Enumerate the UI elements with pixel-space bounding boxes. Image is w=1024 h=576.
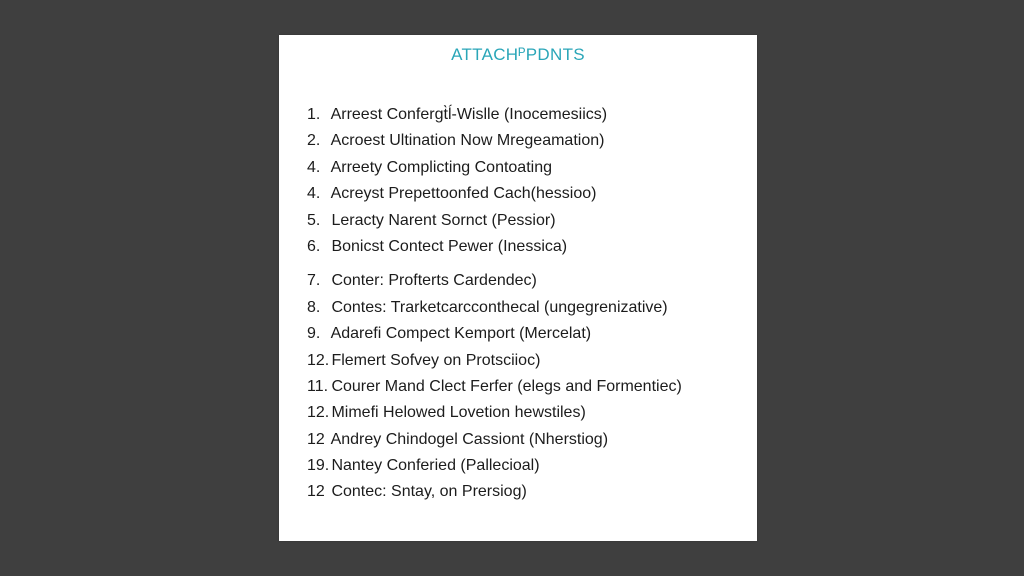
- list-item-number: 12: [307, 483, 325, 501]
- list-item-number: 7.: [307, 272, 321, 290]
- list-item-text: Contes: Trarketcarcconthecal (ungegrenizative): [331, 298, 668, 316]
- list-item: [307, 237, 682, 263]
- list-item: [307, 351, 682, 377]
- list-item-text: Nantey Conferied (Pallecioal): [331, 457, 540, 475]
- list-item-number: 2.: [307, 132, 321, 150]
- list-item: [307, 184, 682, 210]
- list-item: [307, 271, 682, 297]
- list-item: [307, 482, 682, 508]
- list-item-number: 6.: [307, 237, 321, 255]
- list-item-number: 8.: [307, 298, 321, 316]
- list-item-number: 4.: [307, 185, 321, 203]
- list-item-text: Arreest Confergt̀ĺ-Wislle (Inocemesiics): [330, 106, 608, 123]
- list-item-text: Conter: Profterts Cardendec): [331, 272, 537, 290]
- list-item-text: Acreyst Prepettoonfed Cach(hessioo): [330, 185, 597, 203]
- list-item-text: Contec: Sntay, on Prersiog): [331, 483, 527, 501]
- list-item-number: 12.: [307, 351, 330, 369]
- attachments-list: [307, 105, 682, 509]
- list-item-text: Leracty Narent Sornct (Pessior): [331, 211, 556, 229]
- list-item-text: Adarefi Compect Kemport (Mercelat): [330, 325, 592, 343]
- list-item: [307, 211, 682, 237]
- document-title: ATTACHᴾPDNTS: [451, 45, 585, 64]
- list-item: [307, 298, 682, 324]
- list-item: [307, 324, 682, 350]
- list-item: [307, 158, 682, 184]
- list-item: [307, 105, 682, 131]
- list-item-number: 11.: [307, 377, 329, 395]
- list-item-number: 12: [307, 430, 325, 448]
- list-item: [307, 430, 682, 456]
- list-item-text: Flemert Sofvey on Protsciioc): [331, 351, 541, 369]
- list-item: [307, 131, 682, 157]
- list-item: [307, 403, 682, 429]
- list-item: [307, 377, 682, 403]
- list-item-text: Mimefi Helowed Lovetion hewstiles): [331, 404, 586, 422]
- list-item-number: 9.: [307, 325, 321, 343]
- list-item-text: Andrey Chindogel Cassiont (Nherstiog): [330, 430, 609, 448]
- list-item-number: 5.: [307, 211, 321, 229]
- list-item-text: Acroest Ultination Now Mregeamation): [330, 132, 605, 150]
- list-item-text: Bonicst Contect Pewer (Inessica): [331, 237, 568, 255]
- list-item-number: 12.: [307, 404, 330, 422]
- document-page: [279, 35, 757, 541]
- list-item: [307, 456, 682, 482]
- list-item-number: 19.: [307, 457, 330, 475]
- list-item-text: Arreety Complicting Contoating: [330, 158, 552, 176]
- list-item-number: 4.: [307, 158, 321, 176]
- list-item-number: 1.: [307, 106, 321, 123]
- list-item-text: Courer Mand Clect Ferfer (elegs and Formentiec): [331, 377, 682, 395]
